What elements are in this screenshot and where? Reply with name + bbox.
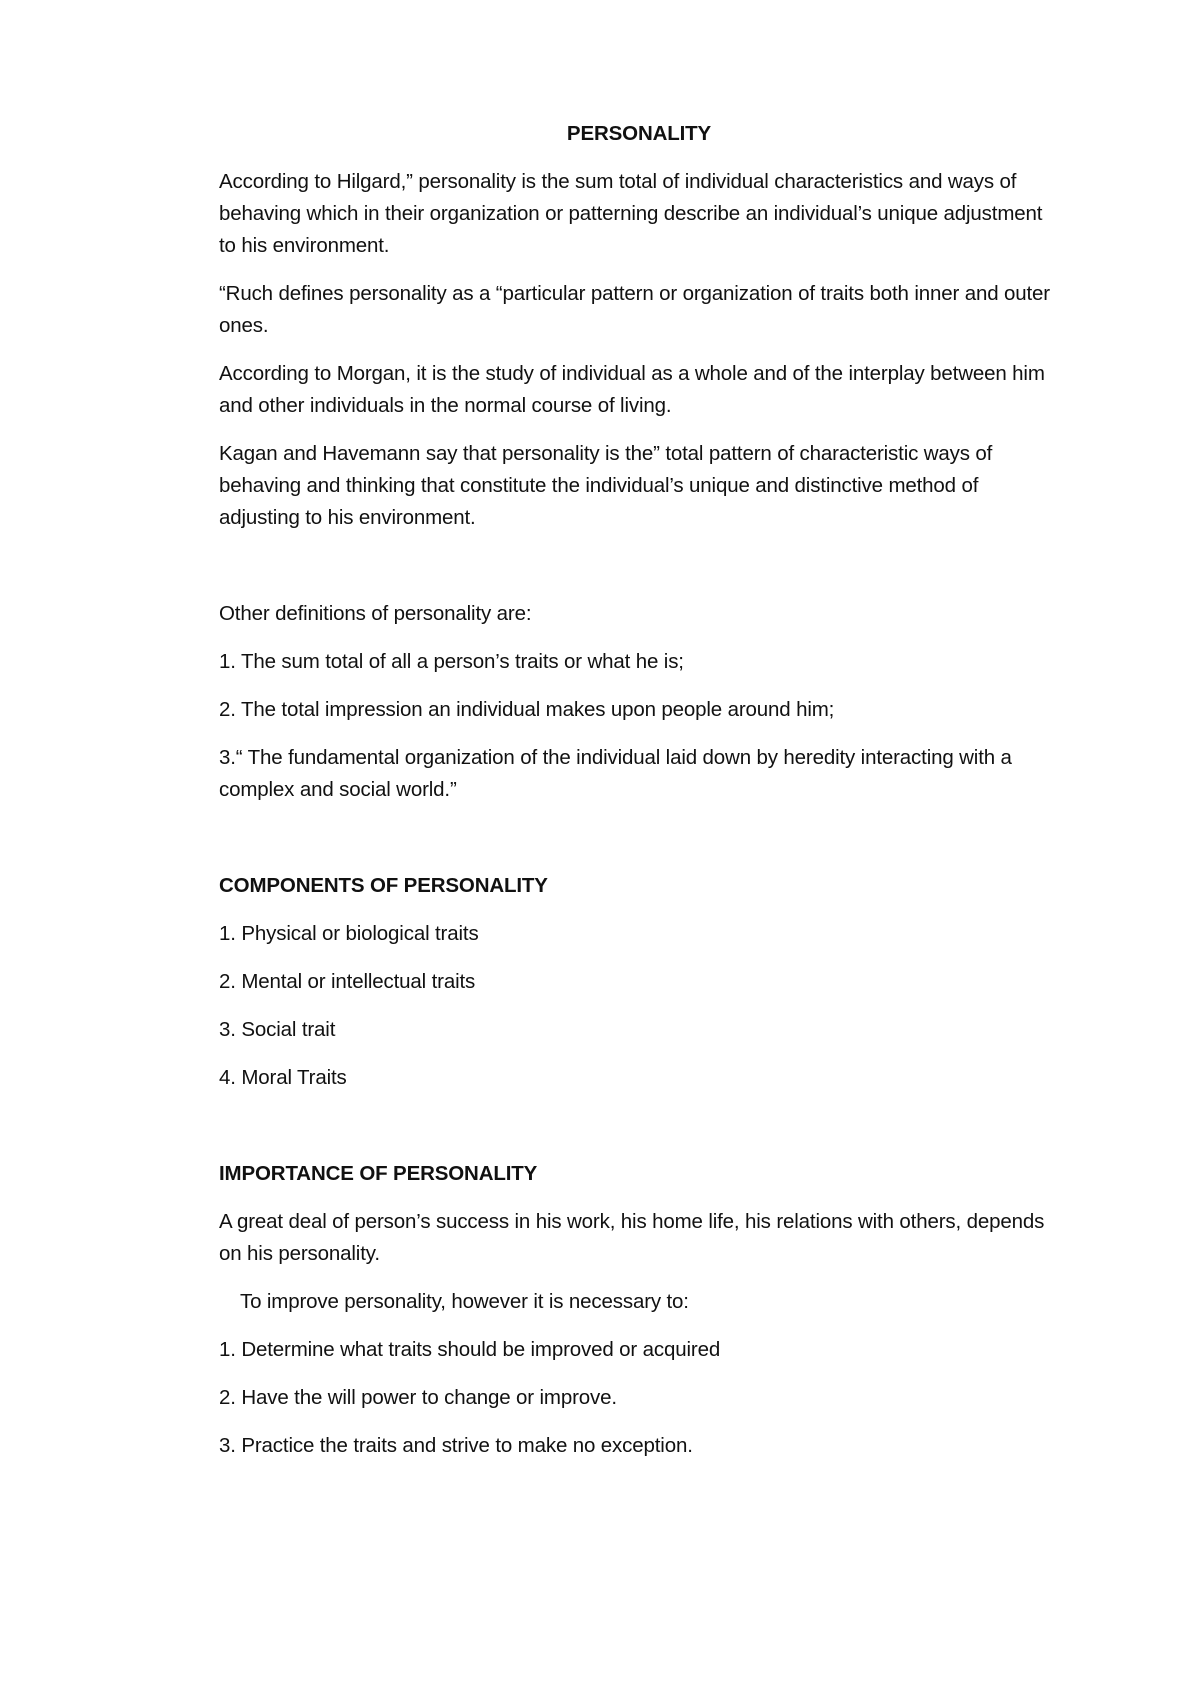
section-spacer xyxy=(219,1110,1059,1158)
components-list xyxy=(219,918,1059,1094)
section-spacer xyxy=(219,550,1059,598)
definition-hilgard: According to Hilgard,” personality is the sum total of individual characteristics and ways of behaving which in their organization or patterning describe an individual’s unique adjustment to his environment. xyxy=(219,170,1043,257)
list-item: 3. Practice the traits and strive to make no exception. xyxy=(219,1434,693,1457)
definition-ruch: “Ruch defines personality as a “particular pattern or organization of traits both inner and outer ones. xyxy=(219,282,1050,337)
document-page xyxy=(219,118,1059,1478)
definition-morgan: According to Morgan, it is the study of individual as a whole and of the interplay between him and other individuals in the normal course of living. xyxy=(219,362,1045,417)
improve-list xyxy=(219,1334,1059,1462)
importance-heading: IMPORTANCE OF PERSONALITY xyxy=(219,1162,538,1185)
list-item: 2. Have the will power to change or improve. xyxy=(219,1386,617,1409)
list-item: 1. Determine what traits should be improved or acquired xyxy=(219,1338,721,1361)
definition-kagan-havemann: Kagan and Havemann say that personality is the” total pattern of characteristic ways of behaving and thinking that constitute the individual’s unique and distinctive method of adjusting to his environment. xyxy=(219,442,993,529)
list-item: 3. Social trait xyxy=(219,1018,336,1041)
document-title: PERSONALITY xyxy=(566,122,712,145)
list-item: 3.“ The fundamental organization of the individual laid down by heredity interacting with a complex and social world.” xyxy=(219,746,1012,801)
list-item: 1. Physical or biological traits xyxy=(219,922,479,945)
list-item: 4. Moral Traits xyxy=(219,1066,347,1089)
importance-paragraph: A great deal of person’s success in his work, his home life, his relations with others, depends on his personality. xyxy=(219,1210,1045,1265)
list-item: 2. The total impression an individual makes upon people around him; xyxy=(219,698,835,721)
section-spacer xyxy=(219,822,1059,870)
improve-intro: To improve personality, however it is necessary to: xyxy=(240,1290,689,1313)
list-item: 1. The sum total of all a person’s traits or what he is; xyxy=(219,650,684,673)
list-item: 2. Mental or intellectual traits xyxy=(219,970,476,993)
components-heading: COMPONENTS OF PERSONALITY xyxy=(219,874,548,897)
other-definitions-list xyxy=(219,646,1059,806)
other-definitions-intro: Other definitions of personality are: xyxy=(219,602,532,625)
